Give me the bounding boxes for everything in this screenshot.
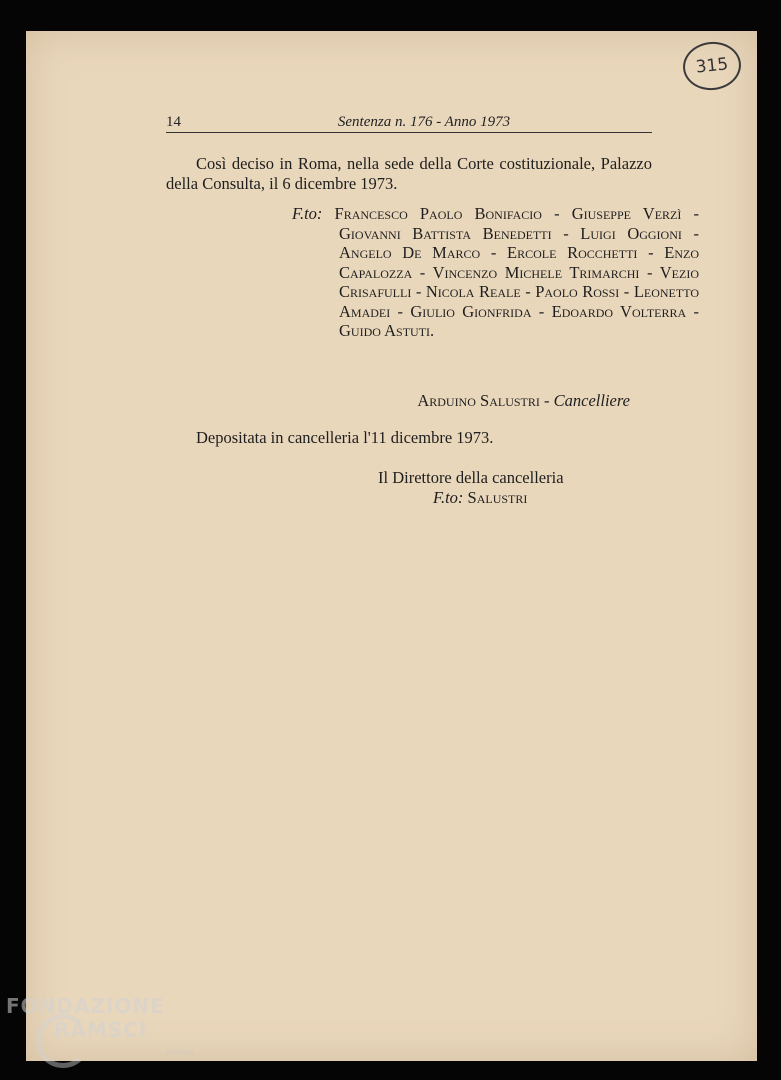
- watermark-line1: FONDAZIONE: [6, 994, 165, 1018]
- director-title: Il Direttore della cancelleria: [378, 468, 564, 487]
- director-name: Salustri: [467, 488, 528, 507]
- page-number: 14: [166, 114, 181, 130]
- chancellor-separator: -: [539, 391, 554, 410]
- chancellor-line: [292, 391, 630, 411]
- signatures-prefix: F.to:: [292, 204, 323, 223]
- signatures-names: Francesco Paolo Bonifacio - Giuseppe Verzì - Giovanni Battista Benedetti - Luigi Oggioni - Angelo De Marco - Ercole Rocchetti - Enzo Capalozza - Vincenzo Michele Trimarchi - Vezio Crisafulli - Nicola Reale - Paolo Rossi - Leonetto Amadei - Giulio Gionfrida - Edoardo Volterra - Guido Astuti.: [334, 204, 700, 340]
- stamp-number: 315: [694, 54, 730, 78]
- watermark-line2: RAMSCI: [54, 1018, 148, 1042]
- watermark-g-logo-icon: [36, 1014, 90, 1068]
- signatures-block: [292, 204, 699, 341]
- chancellor-name: Arduino Salustri: [417, 391, 540, 410]
- director-prefix: F.to:: [433, 488, 464, 507]
- chancellor-role: Cancelliere: [553, 391, 630, 410]
- closing-paragraph: Così deciso in Roma, nella sede della Corte costituzionale, Palazzo della Consulta, il 6 dicembre 1973.: [166, 154, 652, 193]
- watermark-suffix: onlus: [166, 1048, 196, 1058]
- director-signature: [433, 488, 527, 508]
- page-header: [166, 114, 652, 133]
- deposit-line: Depositata in cancelleria l'11 dicembre 1973.: [196, 428, 494, 447]
- running-title: Sentenza n. 176 - Anno 1973: [337, 114, 511, 130]
- fondazione-gramsci-watermark: [6, 994, 196, 1058]
